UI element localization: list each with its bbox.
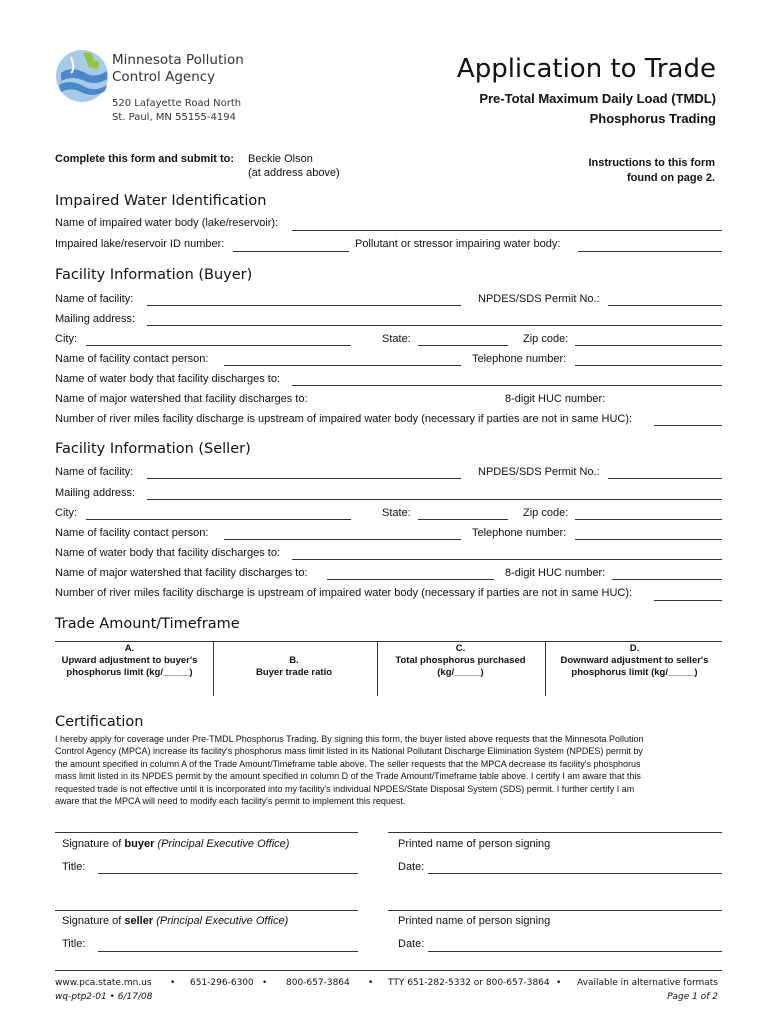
seller-sig-word: seller: [124, 915, 154, 927]
seller-phone-input[interactable]: [575, 539, 722, 540]
trade-col-c-letter: C.: [455, 643, 466, 654]
trade-col-b-letter: B.: [289, 655, 299, 666]
seller-title-input[interactable]: [98, 951, 358, 952]
seller-date-input[interactable]: [428, 951, 722, 952]
buyer-mailing-label: Mailing address:: [55, 313, 136, 325]
seller-facility-input[interactable]: [147, 478, 461, 479]
footer-bullet-4: •: [556, 978, 562, 988]
seller-permit-input[interactable]: [608, 478, 722, 479]
buyer-title-input[interactable]: [98, 873, 358, 874]
trade-col-a: [55, 643, 204, 679]
buyer-contact-label: Name of facility contact person:: [55, 353, 209, 365]
seller-rivermiles-label: Number of river miles facility discharge is upstream of impaired water body (necessary if parties are not in same HUC):: [55, 587, 633, 599]
seller-date-label: Date:: [398, 938, 425, 950]
section-buyer: Facility Information (Buyer): [55, 267, 253, 283]
section-trade-amount: Trade Amount/Timeframe: [55, 616, 240, 632]
buyer-printed-name-input[interactable]: [388, 832, 722, 833]
trade-col-d-letter: D.: [629, 643, 640, 654]
footer-phone1: 651-296-6300: [190, 978, 254, 988]
buyer-zip-label: Zip code:: [523, 333, 569, 345]
buyer-phone-input[interactable]: [575, 365, 722, 366]
buyer-printed-name-label: Printed name of person signing: [398, 838, 551, 850]
buyer-title-label: Title:: [62, 861, 86, 873]
seller-waterbody-label: Name of water body that facility discharges to:: [55, 547, 280, 559]
instructions-line1: Instructions to this form: [588, 157, 715, 169]
certification-text: [55, 733, 725, 807]
buyer-waterbody-input[interactable]: [292, 385, 722, 386]
footer-alt-formats: Available in alternative formats: [577, 978, 718, 988]
pollutant-input[interactable]: [578, 251, 722, 252]
buyer-facility-input[interactable]: [147, 305, 461, 306]
seller-permit-label: NPDES/SDS Permit No.:: [478, 466, 600, 478]
buyer-date-label: Date:: [398, 861, 425, 873]
agency-address2: St. Paul, MN 55155-4194: [112, 112, 236, 123]
impaired-name-label: Name of impaired water body (lake/reservoir):: [55, 217, 279, 229]
trade-col-c: [379, 643, 542, 679]
footer-doc-id: [55, 992, 152, 1002]
seller-state-label: State:: [382, 507, 411, 519]
buyer-phone-label: Telephone number:: [472, 353, 567, 365]
buyer-mailing-input[interactable]: [147, 325, 722, 326]
buyer-city-input[interactable]: [86, 345, 351, 346]
buyer-permit-label: NPDES/SDS Permit No.:: [478, 293, 600, 305]
section-seller: Facility Information (Seller): [55, 441, 251, 457]
trade-table-top-rule: [55, 641, 722, 642]
impaired-id-label: Impaired lake/reservoir ID number:: [55, 238, 225, 250]
buyer-sig-word: buyer: [124, 838, 155, 850]
trade-col-c-line1: Total phosphorus purchased: [395, 655, 526, 666]
seller-phone-label: Telephone number:: [472, 527, 567, 539]
buyer-state-label: State:: [382, 333, 411, 345]
seller-rivermiles-input[interactable]: [654, 600, 722, 601]
seller-sig-role: (Principal Executive Office): [156, 915, 289, 927]
seller-watershed-label: Name of major watershed that facility discharges to:: [55, 567, 308, 579]
agency-name-line2: Control Agency: [112, 69, 216, 85]
trade-col-c-line2: (kg/_____): [437, 667, 484, 678]
seller-title-label: Title:: [62, 938, 86, 950]
trade-divider-2: [377, 642, 378, 696]
instructions-line2: found on page 2.: [627, 172, 715, 184]
footer-bullet-5: •: [109, 992, 115, 1002]
trade-col-d-line1: Downward adjustment to seller's: [560, 655, 709, 666]
buyer-contact-input[interactable]: [224, 365, 461, 366]
agency-name-line1: Minnesota Pollution: [112, 52, 244, 68]
trade-divider-3: [545, 642, 546, 696]
seller-city-label: City:: [55, 507, 77, 519]
subtitle-phosphorus: Phosphorus Trading: [589, 111, 716, 126]
footer-rule: [55, 970, 722, 971]
seller-zip-input[interactable]: [575, 519, 722, 520]
footer-date: 6/17/08: [117, 992, 153, 1002]
seller-printed-name-label: Printed name of person signing: [398, 915, 551, 927]
buyer-rivermiles-input[interactable]: [654, 425, 722, 426]
submit-label: Complete this form and submit to:: [55, 153, 235, 165]
footer-page-number: Page 1 of 2: [667, 992, 718, 1002]
cert-line-2: Control Agency (MPCA) increase its facility's phosphorus mass limit listed in its National Pollutant Discharge Elimination System (NPDES) permit by: [55, 746, 643, 757]
seller-huc-input[interactable]: [612, 579, 722, 580]
seller-huc-label: 8-digit HUC number:: [505, 567, 606, 579]
buyer-permit-input[interactable]: [608, 305, 722, 306]
seller-mailing-label: Mailing address:: [55, 487, 136, 499]
seller-signature-input[interactable]: [55, 910, 358, 911]
footer-bullet-3: •: [368, 978, 374, 988]
buyer-huc-label: 8-digit HUC number:: [505, 393, 606, 405]
seller-printed-name-input[interactable]: [388, 910, 722, 911]
cert-line-3: the amount specified in column A of the Trade Amount/Timeframe table above. The seller requests that the MPCA decrease its facility's phosphorus: [55, 758, 641, 769]
footer-bullet-2: •: [262, 978, 268, 988]
seller-contact-label: Name of facility contact person:: [55, 527, 209, 539]
seller-waterbody-input[interactable]: [292, 559, 722, 560]
trade-col-b-line1: Buyer trade ratio: [255, 667, 333, 678]
footer-website: www.pca.state.mn.us: [55, 978, 152, 988]
seller-state-input[interactable]: [418, 519, 508, 520]
buyer-state-input[interactable]: [418, 345, 508, 346]
trade-table: [55, 641, 722, 697]
agency-logo: [50, 44, 290, 134]
seller-contact-input[interactable]: [224, 539, 461, 540]
buyer-rivermiles-label: Number of river miles facility discharge is upstream of impaired water body (necessary if parties are not in same HUC):: [55, 413, 633, 425]
trade-col-d-line2: phosphorus limit (kg/_____): [571, 667, 698, 678]
footer-bullet-1: •: [170, 978, 176, 988]
cert-line-4: mass limit listed in its NPDES permit by the amount specified in column D of the Trade Amount/Timeframe table above. I certify I am aware that this: [55, 771, 641, 782]
buyer-facility-label: Name of facility:: [55, 293, 134, 305]
cert-line-6: aware that the MPCA will need to modify each facility's permit to implement this request.: [55, 796, 406, 807]
buyer-zip-input[interactable]: [575, 345, 722, 346]
page-title: Application to Trade: [456, 54, 716, 84]
seller-zip-label: Zip code:: [523, 507, 569, 519]
footer-doc-id-value: wq-ptp2-01: [55, 992, 107, 1002]
trade-col-a-line1: Upward adjustment to buyer's: [61, 655, 198, 666]
buyer-waterbody-label: Name of water body that facility discharges to:: [55, 373, 280, 385]
seller-mailing-input[interactable]: [147, 499, 722, 500]
footer-tty: TTY 651-282-5332 or 800-657-3864: [388, 978, 550, 988]
cert-line-5: requested trade is not effective until it is incorporated into my facility's individual NPDES/State Disposal System (SDS) permit. I further certify I am: [55, 783, 635, 794]
cert-line-1: I hereby apply for coverage under Pre-TMDL Phosphorus Trading. By signing this form, the buyer listed above requests that the Minnesota Pollution: [55, 734, 644, 744]
buyer-date-input[interactable]: [428, 873, 722, 874]
trade-col-b: [215, 655, 373, 679]
mpca-emblem-icon: [53, 47, 111, 105]
buyer-sig-role: (Principal Executive Office): [157, 838, 290, 850]
submit-name: Beckie Olson: [248, 153, 313, 165]
buyer-watershed-label: Name of major watershed that facility discharges to:: [55, 393, 308, 405]
buyer-signature-label: [62, 838, 289, 850]
section-impaired-water: Impaired Water Identification: [55, 193, 267, 209]
buyer-city-label: City:: [55, 333, 77, 345]
seller-sig-prefix: Signature of: [62, 915, 122, 927]
pollutant-label: Pollutant or stressor impairing water body:: [355, 238, 561, 250]
trade-col-d: [547, 643, 722, 679]
buyer-sig-prefix: Signature of: [62, 838, 122, 850]
agency-address1: 520 Lafayette Road North: [112, 98, 242, 109]
impaired-name-input[interactable]: [292, 230, 722, 231]
submit-address: (at address above): [248, 167, 340, 179]
seller-facility-label: Name of facility:: [55, 466, 134, 478]
seller-watershed-input[interactable]: [327, 579, 494, 580]
trade-col-a-letter: A.: [124, 643, 135, 654]
footer-phone2: 800-657-3864: [286, 978, 350, 988]
impaired-id-input[interactable]: [233, 251, 349, 252]
section-certification: Certification: [55, 714, 144, 730]
subtitle-tmdl: Pre-Total Maximum Daily Load (TMDL): [479, 91, 716, 106]
buyer-signature-input[interactable]: [55, 832, 358, 833]
seller-signature-label: [62, 915, 288, 927]
trade-col-a-line2: phosphorus limit (kg/_____): [66, 667, 193, 678]
seller-city-input[interactable]: [86, 519, 351, 520]
trade-divider-1: [213, 642, 214, 696]
